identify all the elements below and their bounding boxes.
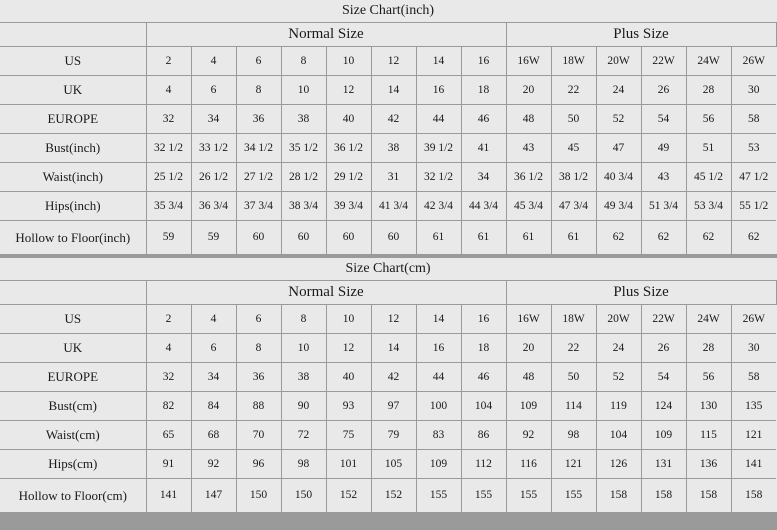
cell: 44 bbox=[416, 105, 461, 134]
cell: 8 bbox=[281, 47, 326, 76]
cell: 44 3/4 bbox=[461, 192, 506, 221]
cell: 58 bbox=[731, 105, 776, 134]
cell: 62 bbox=[596, 221, 641, 255]
row-label: Waist(cm) bbox=[0, 421, 146, 450]
cell: 58 bbox=[731, 363, 776, 392]
cell: 155 bbox=[506, 479, 551, 513]
cell: 121 bbox=[551, 450, 596, 479]
table-row bbox=[0, 305, 776, 334]
cell: 34 bbox=[191, 363, 236, 392]
cell: 34 bbox=[461, 163, 506, 192]
cell: 53 bbox=[731, 134, 776, 163]
cell: 101 bbox=[326, 450, 371, 479]
cell: 40 3/4 bbox=[596, 163, 641, 192]
cell: 27 1/2 bbox=[236, 163, 281, 192]
cell: 8 bbox=[281, 305, 326, 334]
cell: 16 bbox=[461, 47, 506, 76]
cell: 54 bbox=[641, 363, 686, 392]
row-label: EUROPE bbox=[0, 105, 146, 134]
cell: 46 bbox=[461, 363, 506, 392]
cell: 92 bbox=[191, 450, 236, 479]
cell: 136 bbox=[686, 450, 731, 479]
cell: 46 bbox=[461, 105, 506, 134]
cell: 22W bbox=[641, 305, 686, 334]
row-label: Hips(inch) bbox=[0, 192, 146, 221]
table-row bbox=[0, 105, 776, 134]
row-label: Hollow to Floor(inch) bbox=[0, 221, 146, 255]
table-row bbox=[0, 450, 776, 479]
cell: 52 bbox=[596, 105, 641, 134]
cell: 18 bbox=[461, 334, 506, 363]
cell: 26 bbox=[641, 76, 686, 105]
cell: 34 bbox=[191, 105, 236, 134]
cell: 34 1/2 bbox=[236, 134, 281, 163]
cell: 20 bbox=[506, 334, 551, 363]
group-header-normal: Normal Size bbox=[146, 23, 506, 47]
cell: 4 bbox=[146, 334, 191, 363]
table-row bbox=[0, 334, 776, 363]
cell: 104 bbox=[461, 392, 506, 421]
cell: 18 bbox=[461, 76, 506, 105]
row-label: UK bbox=[0, 334, 146, 363]
cell: 22 bbox=[551, 334, 596, 363]
cell: 150 bbox=[236, 479, 281, 513]
table-row bbox=[0, 163, 776, 192]
table-row bbox=[0, 479, 776, 513]
cell: 32 1/2 bbox=[146, 134, 191, 163]
cell: 26 1/2 bbox=[191, 163, 236, 192]
cell: 10 bbox=[281, 76, 326, 105]
table-row bbox=[0, 363, 776, 392]
cell: 130 bbox=[686, 392, 731, 421]
cell: 6 bbox=[236, 47, 281, 76]
cell: 36 bbox=[236, 105, 281, 134]
cell: 41 bbox=[461, 134, 506, 163]
cell: 38 1/2 bbox=[551, 163, 596, 192]
cell: 56 bbox=[686, 105, 731, 134]
table-row bbox=[0, 221, 776, 255]
cell: 30 bbox=[731, 76, 776, 105]
cell: 50 bbox=[551, 105, 596, 134]
cell: 47 bbox=[596, 134, 641, 163]
cell: 20W bbox=[596, 305, 641, 334]
cell: 14 bbox=[371, 334, 416, 363]
cell: 44 bbox=[416, 363, 461, 392]
cell: 37 3/4 bbox=[236, 192, 281, 221]
cell: 93 bbox=[326, 392, 371, 421]
cell: 32 1/2 bbox=[416, 163, 461, 192]
chart-group-row bbox=[0, 23, 776, 47]
cell: 24W bbox=[686, 305, 731, 334]
cell: 42 3/4 bbox=[416, 192, 461, 221]
cell: 141 bbox=[731, 450, 776, 479]
size-chart-cm-table bbox=[0, 258, 777, 512]
cell: 55 1/2 bbox=[731, 192, 776, 221]
row-label: Bust(cm) bbox=[0, 392, 146, 421]
cell: 62 bbox=[641, 221, 686, 255]
chart-title-row bbox=[0, 0, 776, 23]
group-header-plus: Plus Size bbox=[506, 23, 776, 47]
chart-title: Size Chart(cm) bbox=[0, 258, 776, 281]
cell: 38 bbox=[371, 134, 416, 163]
size-chart-inch bbox=[0, 0, 769, 254]
cell: 60 bbox=[281, 221, 326, 255]
group-header-normal: Normal Size bbox=[146, 281, 506, 305]
cell: 49 bbox=[641, 134, 686, 163]
cell: 31 bbox=[371, 163, 416, 192]
cell: 30 bbox=[731, 334, 776, 363]
cell: 97 bbox=[371, 392, 416, 421]
cell: 2 bbox=[146, 305, 191, 334]
cell: 60 bbox=[371, 221, 416, 255]
cell: 98 bbox=[281, 450, 326, 479]
cell: 105 bbox=[371, 450, 416, 479]
chart-group-row bbox=[0, 281, 776, 305]
size-chart-cm bbox=[0, 258, 765, 512]
cell: 51 3/4 bbox=[641, 192, 686, 221]
cell: 158 bbox=[596, 479, 641, 513]
cell: 10 bbox=[326, 305, 371, 334]
cell: 53 3/4 bbox=[686, 192, 731, 221]
cell: 39 3/4 bbox=[326, 192, 371, 221]
cell: 82 bbox=[146, 392, 191, 421]
cell: 72 bbox=[281, 421, 326, 450]
cell: 41 3/4 bbox=[371, 192, 416, 221]
row-label: Hips(cm) bbox=[0, 450, 146, 479]
cell: 47 3/4 bbox=[551, 192, 596, 221]
table-row bbox=[0, 192, 776, 221]
cell: 16 bbox=[416, 334, 461, 363]
cell: 20W bbox=[596, 47, 641, 76]
cell: 61 bbox=[506, 221, 551, 255]
cell: 25 1/2 bbox=[146, 163, 191, 192]
cell: 22 bbox=[551, 76, 596, 105]
cell: 39 1/2 bbox=[416, 134, 461, 163]
cell: 40 bbox=[326, 363, 371, 392]
cell: 10 bbox=[326, 47, 371, 76]
cell: 47 1/2 bbox=[731, 163, 776, 192]
cell: 88 bbox=[236, 392, 281, 421]
cell: 36 1/2 bbox=[506, 163, 551, 192]
cell: 43 bbox=[506, 134, 551, 163]
cell: 33 1/2 bbox=[191, 134, 236, 163]
cell: 62 bbox=[731, 221, 776, 255]
cell: 36 1/2 bbox=[326, 134, 371, 163]
cell: 100 bbox=[416, 392, 461, 421]
cell: 158 bbox=[641, 479, 686, 513]
row-label: EUROPE bbox=[0, 363, 146, 392]
cell: 158 bbox=[686, 479, 731, 513]
cell: 4 bbox=[191, 305, 236, 334]
cell: 61 bbox=[461, 221, 506, 255]
table-row bbox=[0, 392, 776, 421]
cell: 48 bbox=[506, 363, 551, 392]
cell: 86 bbox=[461, 421, 506, 450]
cell: 26W bbox=[731, 47, 776, 76]
cell: 112 bbox=[461, 450, 506, 479]
cell: 32 bbox=[146, 363, 191, 392]
cell: 56 bbox=[686, 363, 731, 392]
cell: 6 bbox=[191, 76, 236, 105]
cell: 24 bbox=[596, 334, 641, 363]
cell: 98 bbox=[551, 421, 596, 450]
cell: 92 bbox=[506, 421, 551, 450]
cell: 36 bbox=[236, 363, 281, 392]
cell: 40 bbox=[326, 105, 371, 134]
cell: 50 bbox=[551, 363, 596, 392]
cell: 114 bbox=[551, 392, 596, 421]
cell: 36 3/4 bbox=[191, 192, 236, 221]
group-corner-cell bbox=[0, 23, 146, 47]
cell: 135 bbox=[731, 392, 776, 421]
cell: 155 bbox=[551, 479, 596, 513]
cell: 16W bbox=[506, 305, 551, 334]
chart-title-row bbox=[0, 258, 776, 281]
cell: 12 bbox=[326, 76, 371, 105]
cell: 75 bbox=[326, 421, 371, 450]
cell: 104 bbox=[596, 421, 641, 450]
cell: 65 bbox=[146, 421, 191, 450]
cell: 62 bbox=[686, 221, 731, 255]
cell: 52 bbox=[596, 363, 641, 392]
cell: 119 bbox=[596, 392, 641, 421]
group-header-plus: Plus Size bbox=[506, 281, 776, 305]
cell: 60 bbox=[326, 221, 371, 255]
cell: 96 bbox=[236, 450, 281, 479]
cell: 12 bbox=[371, 305, 416, 334]
cell: 70 bbox=[236, 421, 281, 450]
cell: 109 bbox=[416, 450, 461, 479]
cell: 4 bbox=[191, 47, 236, 76]
cell: 60 bbox=[236, 221, 281, 255]
cell: 32 bbox=[146, 105, 191, 134]
cell: 61 bbox=[416, 221, 461, 255]
row-label: Waist(inch) bbox=[0, 163, 146, 192]
cell: 12 bbox=[371, 47, 416, 76]
cell: 51 bbox=[686, 134, 731, 163]
cell: 59 bbox=[191, 221, 236, 255]
cell: 38 3/4 bbox=[281, 192, 326, 221]
cell: 8 bbox=[236, 76, 281, 105]
cell: 91 bbox=[146, 450, 191, 479]
chart-title: Size Chart(inch) bbox=[0, 0, 776, 23]
cell: 18W bbox=[551, 305, 596, 334]
cell: 109 bbox=[641, 421, 686, 450]
cell: 42 bbox=[371, 363, 416, 392]
cell: 20 bbox=[506, 76, 551, 105]
cell: 12 bbox=[326, 334, 371, 363]
cell: 26W bbox=[731, 305, 776, 334]
cell: 22W bbox=[641, 47, 686, 76]
cell: 150 bbox=[281, 479, 326, 513]
cell: 84 bbox=[191, 392, 236, 421]
cell: 42 bbox=[371, 105, 416, 134]
cell: 35 3/4 bbox=[146, 192, 191, 221]
row-label: Bust(inch) bbox=[0, 134, 146, 163]
cell: 68 bbox=[191, 421, 236, 450]
group-corner-cell bbox=[0, 281, 146, 305]
table-row bbox=[0, 421, 776, 450]
cell: 8 bbox=[236, 334, 281, 363]
cell: 49 3/4 bbox=[596, 192, 641, 221]
cell: 79 bbox=[371, 421, 416, 450]
cell: 16 bbox=[461, 305, 506, 334]
cell: 59 bbox=[146, 221, 191, 255]
cell: 14 bbox=[416, 47, 461, 76]
cell: 43 bbox=[641, 163, 686, 192]
cell: 45 3/4 bbox=[506, 192, 551, 221]
cell: 155 bbox=[461, 479, 506, 513]
cell: 35 1/2 bbox=[281, 134, 326, 163]
row-label: UK bbox=[0, 76, 146, 105]
table-row bbox=[0, 134, 776, 163]
cell: 18W bbox=[551, 47, 596, 76]
size-chart-inch-table bbox=[0, 0, 777, 254]
cell: 4 bbox=[146, 76, 191, 105]
cell: 48 bbox=[506, 105, 551, 134]
cell: 124 bbox=[641, 392, 686, 421]
cell: 14 bbox=[371, 76, 416, 105]
row-label: Hollow to Floor(cm) bbox=[0, 479, 146, 513]
table-row bbox=[0, 76, 776, 105]
cell: 131 bbox=[641, 450, 686, 479]
row-label: US bbox=[0, 47, 146, 76]
cell: 121 bbox=[731, 421, 776, 450]
cell: 24W bbox=[686, 47, 731, 76]
cell: 26 bbox=[641, 334, 686, 363]
cell: 155 bbox=[416, 479, 461, 513]
cell: 45 1/2 bbox=[686, 163, 731, 192]
cell: 83 bbox=[416, 421, 461, 450]
cell: 24 bbox=[596, 76, 641, 105]
cell: 158 bbox=[731, 479, 776, 513]
cell: 28 bbox=[686, 334, 731, 363]
cell: 147 bbox=[191, 479, 236, 513]
cell: 126 bbox=[596, 450, 641, 479]
cell: 6 bbox=[191, 334, 236, 363]
cell: 61 bbox=[551, 221, 596, 255]
cell: 54 bbox=[641, 105, 686, 134]
cell: 29 1/2 bbox=[326, 163, 371, 192]
cell: 115 bbox=[686, 421, 731, 450]
cell: 28 bbox=[686, 76, 731, 105]
cell: 10 bbox=[281, 334, 326, 363]
cell: 116 bbox=[506, 450, 551, 479]
cell: 90 bbox=[281, 392, 326, 421]
cell: 16 bbox=[416, 76, 461, 105]
table-row bbox=[0, 47, 776, 76]
cell: 6 bbox=[236, 305, 281, 334]
cell: 45 bbox=[551, 134, 596, 163]
cell: 152 bbox=[326, 479, 371, 513]
cell: 28 1/2 bbox=[281, 163, 326, 192]
cell: 152 bbox=[371, 479, 416, 513]
cell: 109 bbox=[506, 392, 551, 421]
cell: 38 bbox=[281, 105, 326, 134]
cell: 141 bbox=[146, 479, 191, 513]
row-label: US bbox=[0, 305, 146, 334]
cell: 14 bbox=[416, 305, 461, 334]
cell: 38 bbox=[281, 363, 326, 392]
cell: 2 bbox=[146, 47, 191, 76]
cell: 16W bbox=[506, 47, 551, 76]
